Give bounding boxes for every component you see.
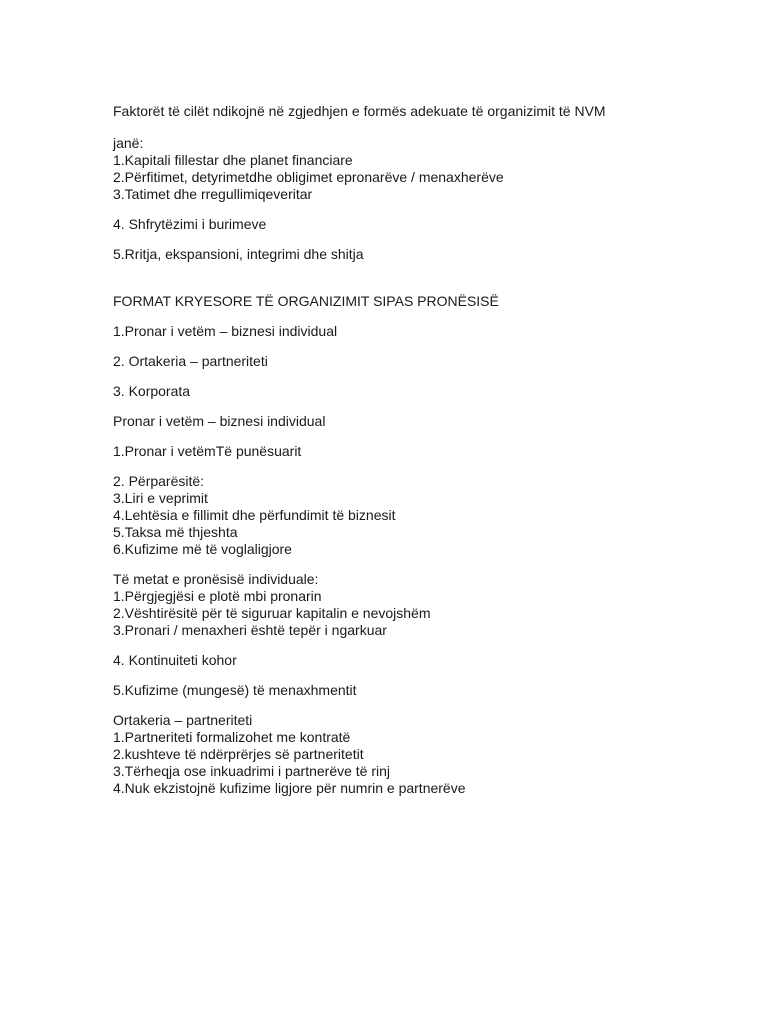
list-item: 2.Përfitimet, detyrimetdhe obligimet epronarëve / menaxherëve: [113, 169, 504, 185]
form-item-partnership: 2. Ortakeria – partneriteti: [113, 353, 268, 369]
disadvantages-list: [113, 571, 733, 639]
continuity-item: 4. Kontinuiteti kohor: [113, 652, 237, 668]
partnership-heading: Ortakeria – partneriteti: [113, 712, 253, 728]
sole-proprietor-item: 1.Pronar i vetëmTë punësuarit: [113, 443, 302, 459]
document-body: [113, 103, 733, 797]
factors-intro: janë:: [113, 135, 144, 151]
forms-heading: FORMAT KRYESORE TË ORGANIZIMIT SIPAS PRONËSISË: [113, 293, 499, 309]
management-item: 5.Kufizime (mungesë) të menaxhmentit: [113, 682, 357, 698]
list-item: 3.Liri e veprimit: [113, 490, 208, 506]
list-item: 1.Kapitali fillestar dhe planet financiare: [113, 152, 353, 168]
list-item: 3.Tërheqja ose inkuadrimi i partnerëve të rinj: [113, 763, 391, 779]
list-item: 2.kushteve të ndërprërjes së partneritetit: [113, 746, 364, 762]
advantages-heading: 2. Përparësitë:: [113, 473, 205, 489]
sole-proprietor-heading: Pronar i vetëm – biznesi individual: [113, 413, 326, 429]
factor-5: 5.Rritja, ekspansioni, integrimi dhe shitja: [113, 246, 364, 262]
advantages-list: [113, 473, 733, 558]
list-item: 2.Vështirësitë për të siguruar kapitalin e nevojshëm: [113, 605, 431, 621]
list-item: 5.Taksa më thjeshta: [113, 524, 238, 540]
factors-list: [113, 135, 733, 203]
form-item-corporation: 3. Korporata: [113, 383, 191, 399]
factor-4: 4. Shfrytëzimi i burimeve: [113, 216, 267, 232]
list-item: 3.Pronari / menaxheri është tepër i ngarkuar: [113, 622, 387, 638]
list-item: 1.Partneriteti formalizohet me kontratë: [113, 729, 351, 745]
form-item-sole: 1.Pronar i vetëm – biznesi individual: [113, 323, 338, 339]
document-title: Faktorët të cilët ndikojnë në zgjedhjen e formës adekuate të organizimit të NVM: [113, 103, 606, 119]
list-item: 1.Përgjegjësi e plotë mbi pronarin: [113, 588, 322, 604]
list-item: 4.Lehtësia e fillimit dhe përfundimit të biznesit: [113, 507, 396, 523]
list-item: 3.Tatimet dhe rregullimiqeveritar: [113, 186, 313, 202]
partnership-list: [113, 712, 733, 797]
list-item: 4.Nuk ekzistojnë kufizime ligjore për numrin e partnerëve: [113, 780, 466, 796]
list-item: 6.Kufizime më të voglaligjore: [113, 541, 292, 557]
disadvantages-heading: Të metat e pronësisë individuale:: [113, 571, 319, 587]
